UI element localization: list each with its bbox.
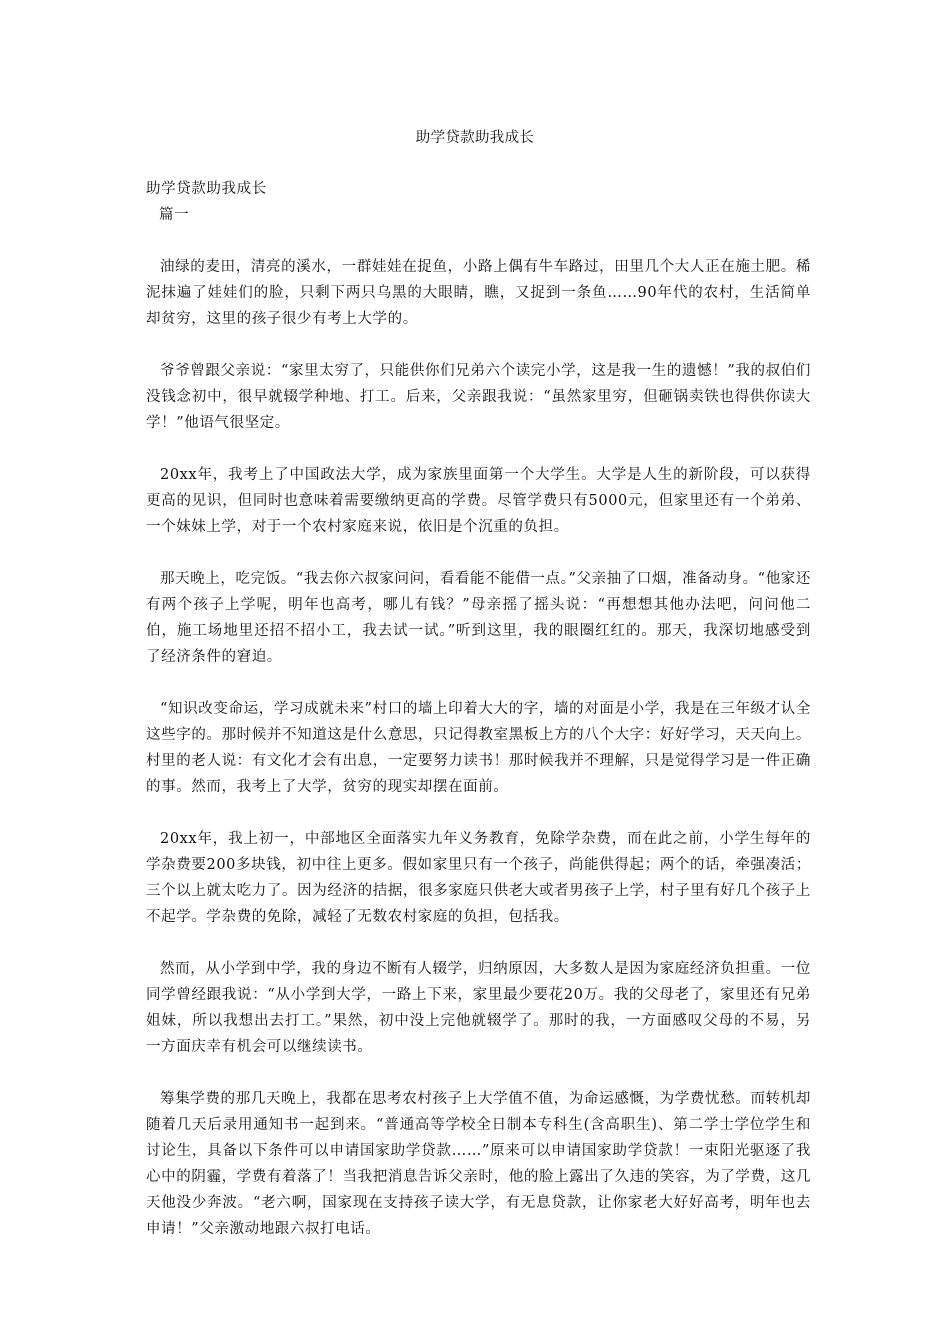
paragraph-3: 20xx年，我考上了中国政法大学，成为家族里面第一个大学生。大学是人生的新阶段，可以获得更高的见识，但同时也意味着需要缴纳更高的学费。尽管学费只有5000元，但家里还有一个弟弟、一个妹妹上学，对于一个农村家庭来说，依旧是个沉重的负担。 xyxy=(146,467,811,535)
paragraph-1: 油绿的麦田，清亮的溪水，一群娃娃在捉鱼，小路上偶有牛车路过，田里几个大人正在施土肥。稀泥抹遍了娃娃们的脸，只剩下两只乌黑的大眼睛，瞧，又捉到一条鱼……90年代的农村，生活简单却贫穷，这里的孩子很少有考上大学的。 xyxy=(146,259,811,327)
paragraph-2: 爷爷曾跟父亲说：“家里太穷了，只能供你们兄弟六个读完小学，这是我一生的遗憾！”我的叔伯们没钱念初中，很早就辍学种地、打工。后来，父亲跟我说：“虽然家里穷，但砸锅卖铁也得供你读大学！”他语气很坚定。 xyxy=(146,363,811,431)
paragraph-7: 然而，从小学到中学，我的身边不断有人辍学，归纳原因，大多数人是因为家庭经济负担重。一位同学曾经跟我说：“从小学到大学，一路上下来，家里最少要花20万。我的父母老了，家里还有兄弟姐妹，所以我想出去打工。”果然，初中没上完他就辍学了。那时的我，一方面感叹父母的不易，另一方面庆幸有机会可以继续读书。 xyxy=(146,961,811,1055)
page-title: 助学贷款助我成长 xyxy=(415,130,535,146)
document-subtitle: 助学贷款助我成长 xyxy=(146,181,267,197)
document-body xyxy=(146,176,811,1268)
paragraph-6: 20xx年，我上初一，中部地区全面落实九年义务教育，免除学杂费，而在此之前，小学生每年的学杂费要200多块钱，初中往上更多。假如家里只有一个孩子，尚能供得起；两个的话，牵强凑活；三个以上就太吃力了。因为经济的拮据，很多家庭只供老大或者男孩子上学，村子里有好几个孩子上不起学。学杂费的免除，减轻了无数农村家庭的负担，包括我。 xyxy=(146,831,811,925)
paragraph-8: 筹集学费的那几天晚上，我都在思考农村孩子上大学值不值，为命运感慨，为学费忧愁。而转机却随着几天后录用通知书一起到来。“普通高等学校全日制本专科生(含高职生)、第二学士学位学生和讨论生，具备以下条件可以申请国家助学贷款……”原来可以申请国家助学贷款！一束阳光驱逐了我心中的阴霾，学费有着落了！当我把消息告诉父亲时，他的脸上露出了久违的笑容，为了学费，这几天他没少奔波。“老六啊，国家现在支持孩子读大学，有无息贷款，让你家老大好好高考，明年也去申请！”父亲激动地跟六叔打电话。 xyxy=(146,1091,811,1237)
paragraph-5: “知识改变命运，学习成就未来”村口的墙上印着大大的字，墙的对面是小学，我是在三年级才认全这些字的。那时候并不知道这是什么意思，只记得教室黑板上方的八个大字：好好学习，天天向上。村里的老人说：有文化才会有出息，一定要努力读书！那时候我并不理解，只是觉得学习是一件正确的事。然而，我考上了大学，贫穷的现实却摆在面前。 xyxy=(146,701,811,795)
section-label: 篇一 xyxy=(159,207,190,223)
paragraph-4: 那天晚上，吃完饭。“我去你六叔家问问，看看能不能借一点。”父亲抽了口烟，准备动身。“他家还有两个孩子上学呢，明年也高考，哪儿有钱？”母亲摇了摇头说：“再想想其他办法吧，问问他二伯，施工场地里还招不招小工，我去试一试。”听到这里，我的眼圈红红的。那天，我深切地感受到了经济条件的窘迫。 xyxy=(146,571,811,665)
